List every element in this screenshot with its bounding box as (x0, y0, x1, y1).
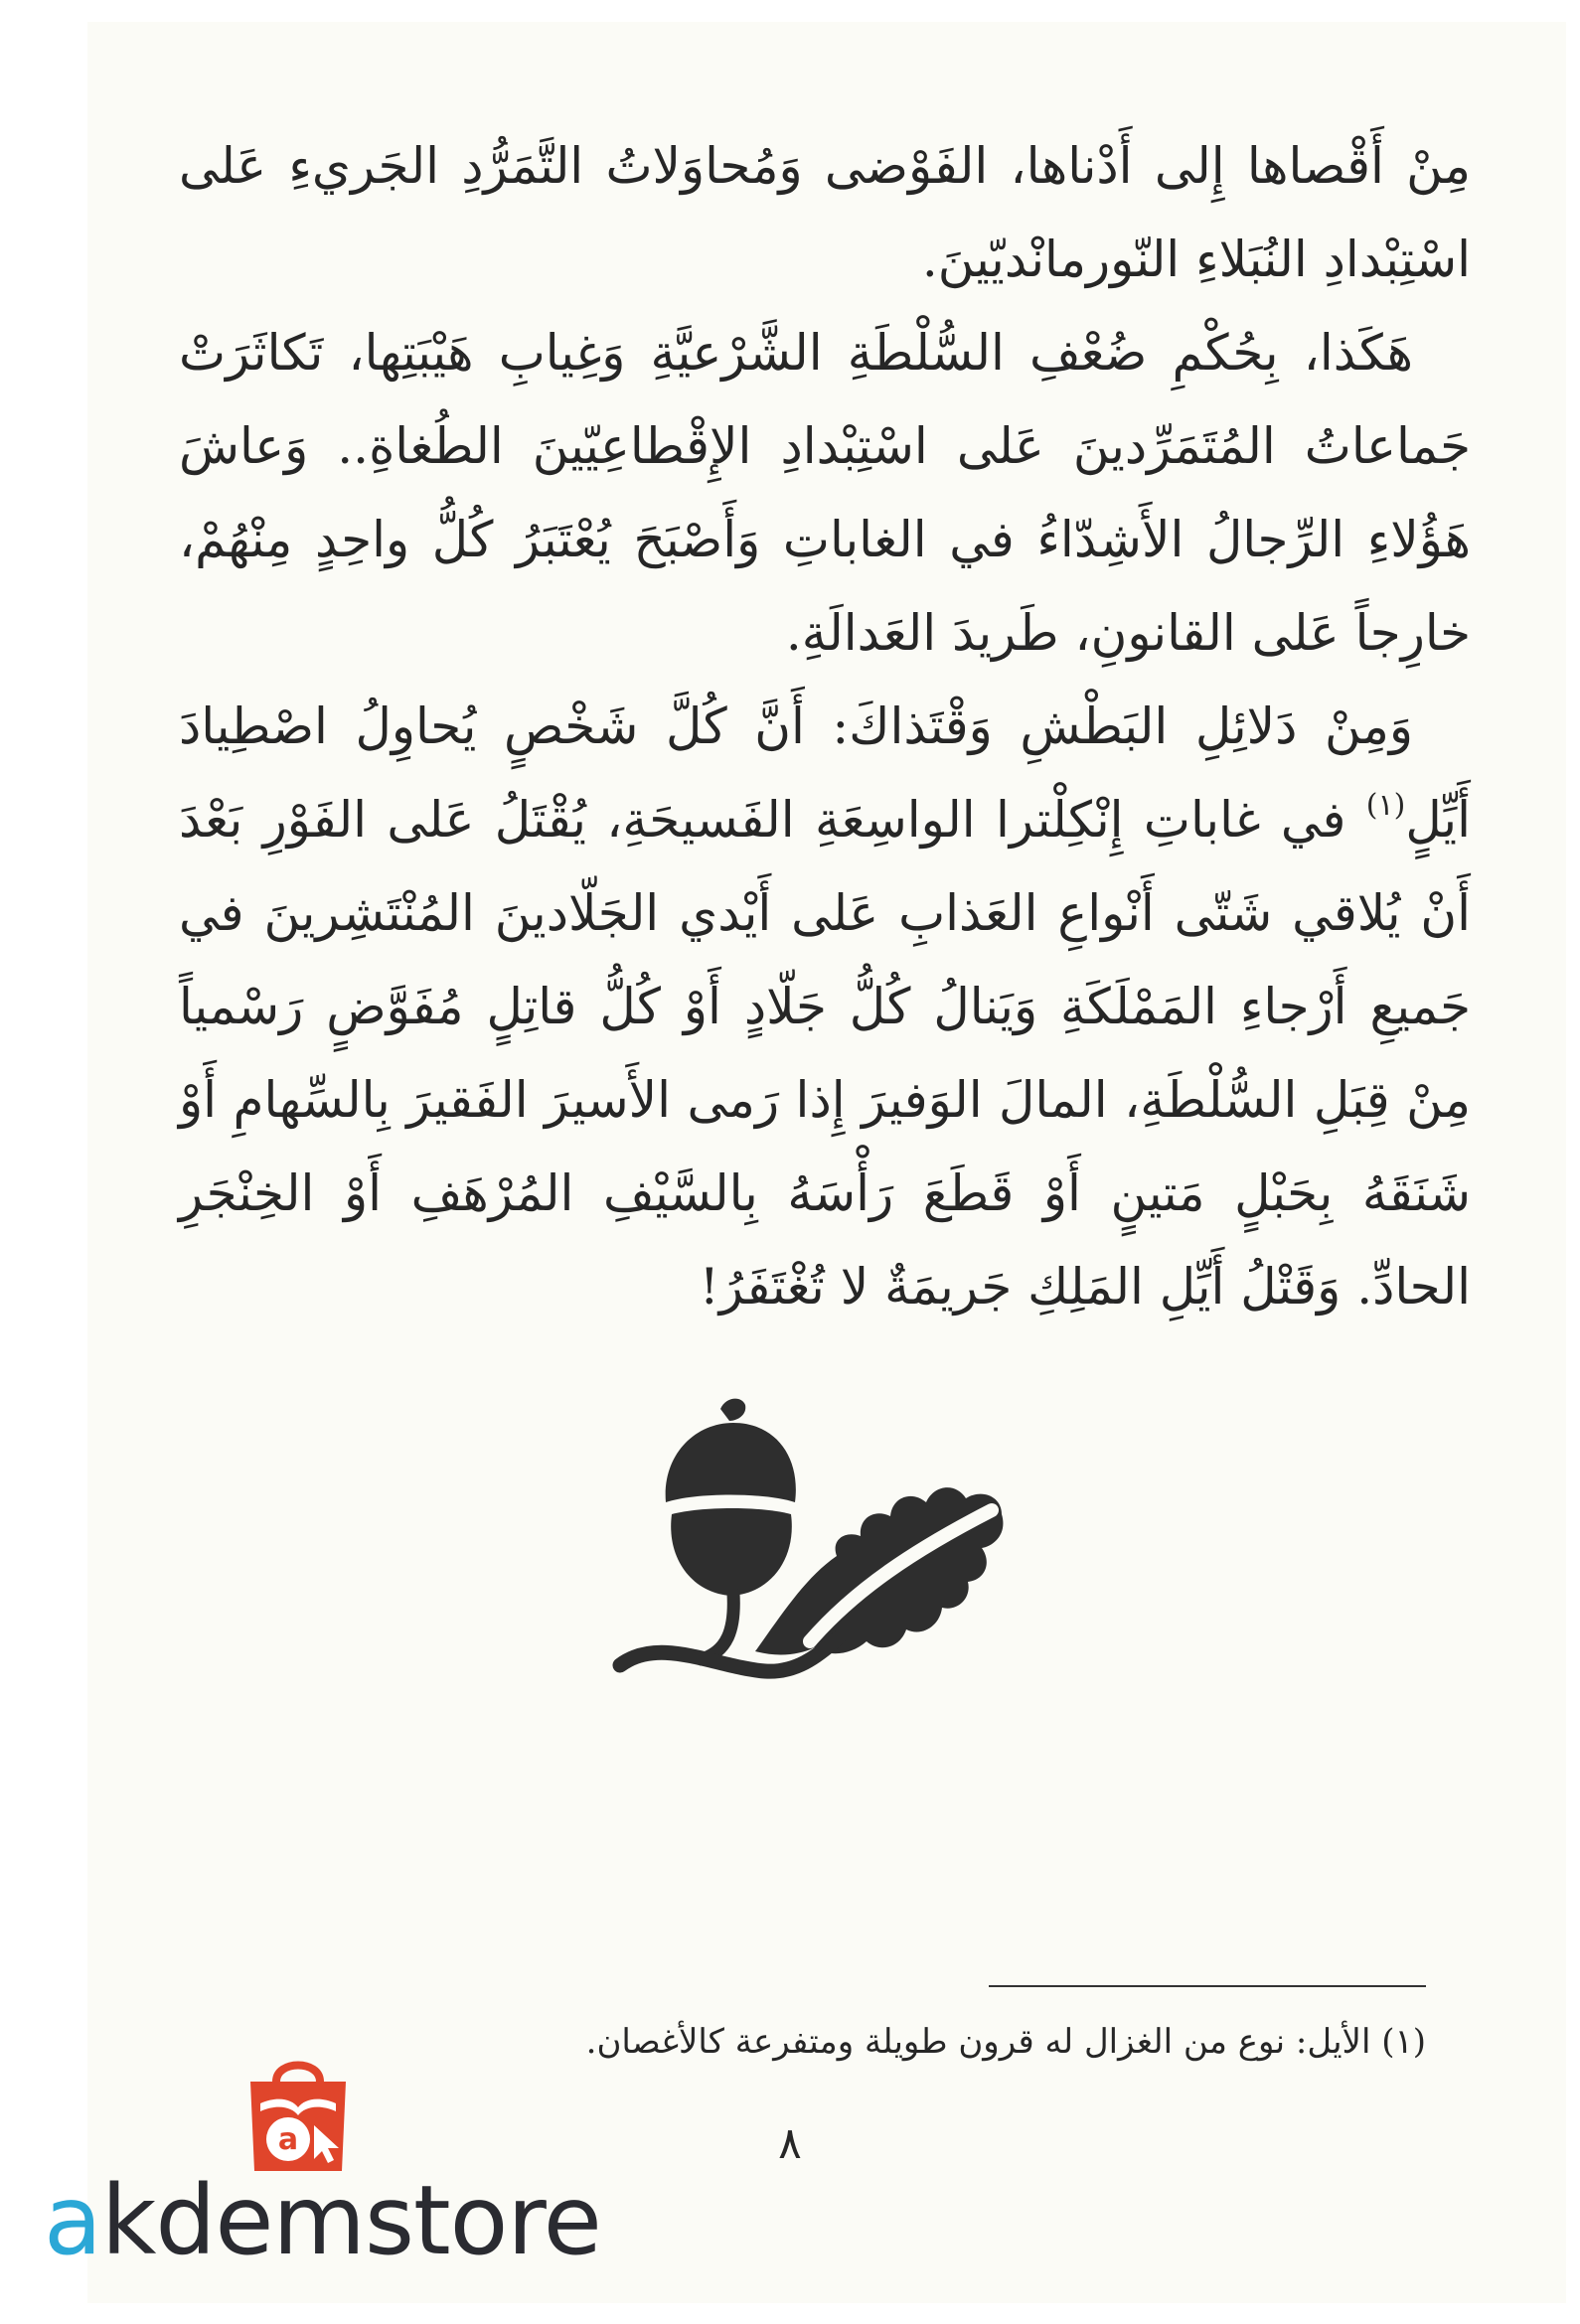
paragraph-3 (179, 680, 1471, 1333)
footnote: (١) الأيل: نوع من الغزال له قرون طويلة ومتفرعة كالأغصان. (585, 2022, 1426, 2062)
paragraph-1: مِنْ أَقْصاها إِلى أَدْناها، الفَوْضى وَمُحاوَلاتُ التَّمَرُّدِ الجَريءِ عَلى اسْتِبْدادِ النُبَلاءِ النّورمانْديّينَ. (179, 137, 1471, 288)
paragraph-2: هَكَذا، بِحُكْمِ ضُعْفِ السُّلْطَةِ الشَّرْعيَّةِ وَغِيابِ هَيْبَتِها، تَكاثَرَتْ جَماعاتُ المُتَمَرِّدينَ عَلى اسْتِبْدادِ الإِقْطاعِيّينَ الطُغاةِ.. وَعاشَ هَؤُلاءِ الرِّجالُ الأَشِدّاءُ في الغاباتِ وَأَصْبَحَ يُعْتَبَرُ كُلُّ واحِدٍ مِنْهُمْ، خارِجاً عَلى القانونِ، طَريدَ العَدالَةِ. (179, 324, 1471, 662)
body-text (179, 119, 1471, 1333)
store-watermark (44, 2166, 601, 2275)
store-name-letter-a: a (44, 2165, 101, 2276)
shopping-bag-cursor-icon (238, 2052, 358, 2176)
paragraph-3-start: وَمِنْ دَلائِلِ البَطْشِ وَقْتَذاكَ: أَنَّ كُلَّ شَخْصٍ يُحاوِلُ اصْطِيادَ أَيِّلٍ (179, 697, 1471, 849)
page-number: ٨ (778, 2118, 802, 2169)
footnote-divider (989, 1985, 1426, 1987)
footnote-marker[interactable]: (١) (1365, 788, 1406, 823)
paragraph-3-end: في غاباتِ إِنْكِلْترا الواسِعَةِ الفَسيحَةِ، يُقْتَلُ عَلى الفَوْرِ بَعْدَ أَنْ يُلاقي شَتّى أَنْواعِ العَذابِ عَلى أَيْدي الجَلّادينَ المُنْتَشِرينَ في جَميعِ أَرْجاءِ المَمْلَكَةِ وَيَنالُ كُلُّ جَلّادٍ أَوْ كُلُّ قاتِلٍ مُفَوَّضٍ رَسْمياً مِنْ قِبَلِ السُّلْطَةِ، المالَ الوَفيرَ إِذا رَمى الأَسيرَ الفَقيرَ بِالسِّهامِ أَوْ شَنَقَهُ بِحَبْلٍ مَتينٍ أَوْ قَطَعَ رَأْسَهُ بِالسَّيْفِ المُرْهَفِ أَوْ الخِنْجَرِ الحادِّ. وَقَتْلُ أَيِّلِ المَلِكِ جَريمَةٌ لا تُغْتَفَرُ! (179, 791, 1471, 1316)
store-name-rest: kdemstore (100, 2165, 601, 2276)
acorn-oak-leaf-icon (606, 1391, 1024, 1709)
svg-text:a: a (277, 2122, 299, 2157)
